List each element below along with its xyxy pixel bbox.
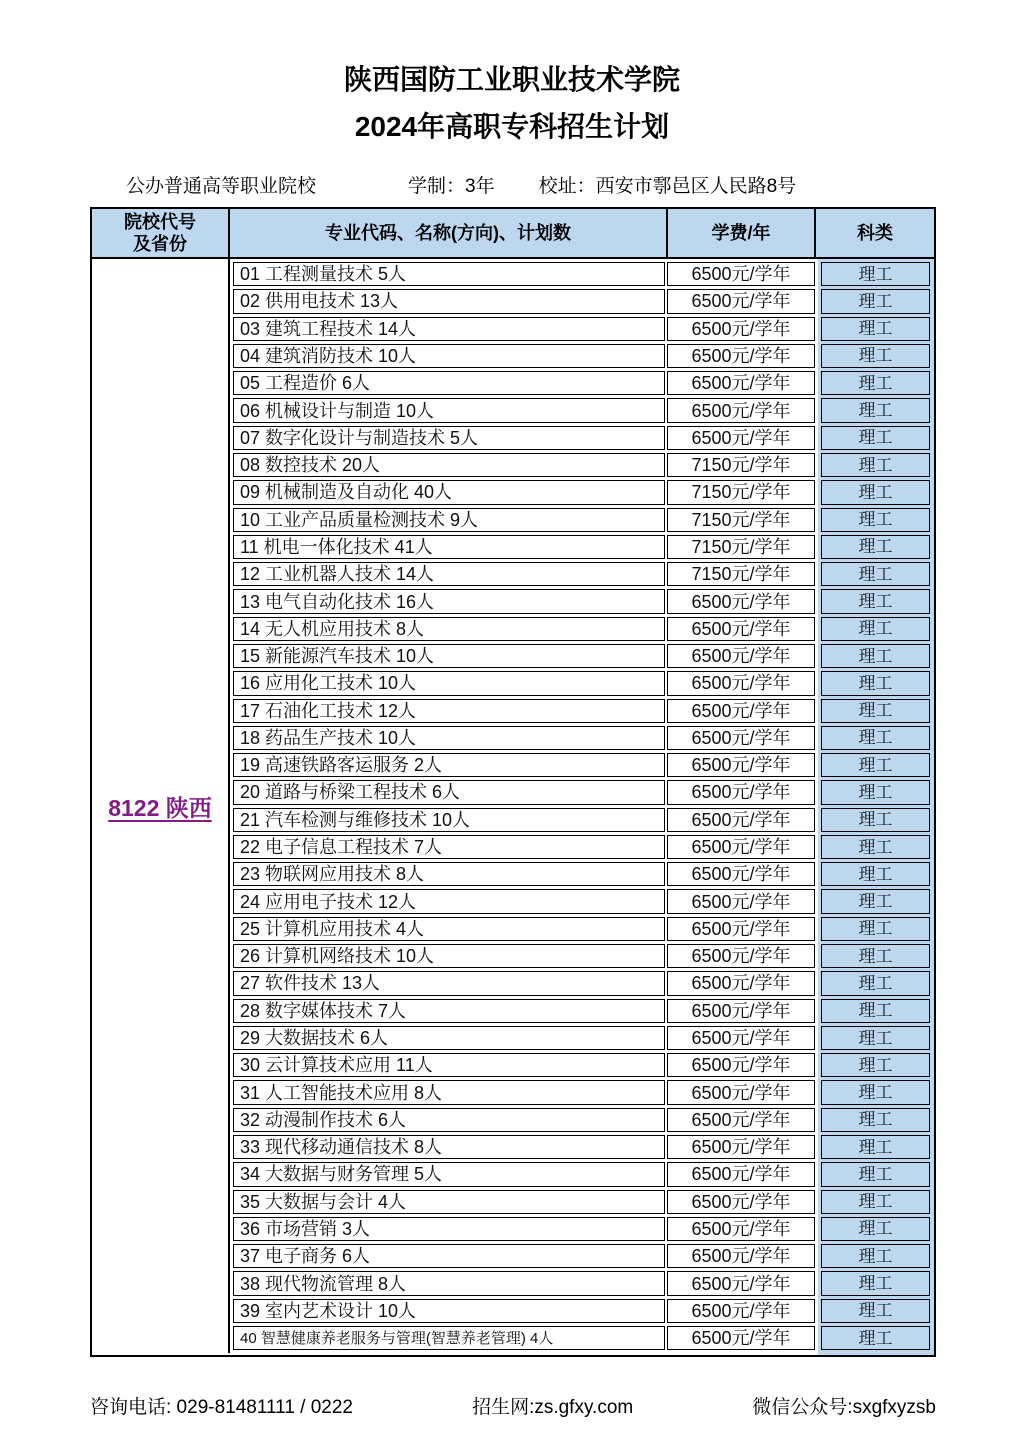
table-row [233, 317, 930, 341]
header-college-code-line1: 院校代号 [124, 211, 196, 232]
study-duration: 学制：3年 [408, 176, 495, 197]
major-cell: 15 新能源汽车技术 10人 [233, 644, 665, 668]
contact-phone: 咨询电话: 029-81481111 / 0222 [90, 1397, 353, 1418]
table-row [233, 1271, 930, 1295]
table-row [233, 398, 930, 422]
table-rows [230, 259, 934, 1353]
fee-cell: 6500元/学年 [667, 726, 815, 750]
school-type: 公办普通高等职业院校 [126, 176, 317, 197]
major-cell: 16 应用化工技术 10人 [233, 671, 665, 695]
fee-cell: 6500元/学年 [667, 1244, 815, 1268]
major-cell: 12 工业机器人技术 14人 [233, 562, 665, 586]
fee-cell: 6500元/学年 [667, 808, 815, 832]
category-cell: 理工 [821, 317, 930, 341]
category-cell: 理工 [821, 753, 930, 777]
table-row [233, 726, 930, 750]
fee-cell: 6500元/学年 [667, 971, 815, 995]
major-cell: 20 道路与桥梁工程技术 6人 [233, 780, 665, 804]
fee-cell: 6500元/学年 [667, 1053, 815, 1077]
category-cell: 理工 [821, 617, 930, 641]
fee-cell: 6500元/学年 [667, 1299, 815, 1323]
major-cell: 04 建筑消防技术 10人 [233, 344, 665, 368]
category-cell: 理工 [821, 971, 930, 995]
category-cell: 理工 [821, 780, 930, 804]
major-cell: 28 数字媒体技术 7人 [233, 999, 665, 1023]
header-fee-label: 学费/年 [711, 222, 771, 243]
category-cell: 理工 [821, 862, 930, 886]
fee-cell: 7150元/学年 [667, 508, 815, 532]
category-cell: 理工 [821, 917, 930, 941]
category-cell: 理工 [821, 371, 930, 395]
header-major [230, 209, 668, 257]
table-row [233, 1299, 930, 1323]
category-cell: 理工 [821, 1053, 930, 1077]
table-row [233, 917, 930, 941]
table-row [233, 753, 930, 777]
major-cell: 03 建筑工程技术 14人 [233, 317, 665, 341]
category-cell: 理工 [821, 999, 930, 1023]
document-footer [90, 1392, 936, 1419]
major-cell: 31 人工智能技术应用 8人 [233, 1080, 665, 1104]
header-college-code-line2: 及省份 [133, 234, 187, 254]
major-cell: 27 软件技术 13人 [233, 971, 665, 995]
major-cell: 39 室内艺术设计 10人 [233, 1299, 665, 1323]
header-category-label: 科类 [857, 222, 893, 243]
category-cell: 理工 [821, 1026, 930, 1050]
college-code-value: 8122 陕西 [108, 794, 212, 821]
table-row [233, 999, 930, 1023]
fee-cell: 6500元/学年 [667, 753, 815, 777]
table-row [233, 1080, 930, 1104]
fee-cell: 6500元/学年 [667, 999, 815, 1023]
category-cell: 理工 [821, 262, 930, 286]
major-cell: 34 大数据与财务管理 5人 [233, 1162, 665, 1186]
table-header-row [92, 209, 934, 259]
table-row [233, 480, 930, 504]
table-row [233, 344, 930, 368]
major-cell: 07 数字化设计与制造技术 5人 [233, 426, 665, 450]
fee-cell: 6500元/学年 [667, 426, 815, 450]
category-cell: 理工 [821, 944, 930, 968]
table-row [233, 1135, 930, 1159]
table-row [233, 808, 930, 832]
table-row [233, 1108, 930, 1132]
category-cell: 理工 [821, 508, 930, 532]
table-row [233, 453, 930, 477]
category-cell: 理工 [821, 671, 930, 695]
category-cell: 理工 [821, 1271, 930, 1295]
fee-cell: 6500元/学年 [667, 944, 815, 968]
major-cell: 21 汽车检测与维修技术 10人 [233, 808, 665, 832]
major-cell: 10 工业产品质量检测技术 9人 [233, 508, 665, 532]
major-cell: 23 物联网应用技术 8人 [233, 862, 665, 886]
category-cell: 理工 [821, 1217, 930, 1241]
table-row [233, 562, 930, 586]
category-cell: 理工 [821, 1299, 930, 1323]
fee-cell: 6500元/学年 [667, 1271, 815, 1295]
fee-cell: 6500元/学年 [667, 617, 815, 641]
major-cell: 09 机械制造及自动化 40人 [233, 480, 665, 504]
table-row [233, 535, 930, 559]
category-cell: 理工 [821, 808, 930, 832]
header-college-code [92, 209, 230, 257]
major-cell: 13 电气自动化技术 16人 [233, 589, 665, 613]
header-fee [668, 209, 816, 257]
category-cell: 理工 [821, 726, 930, 750]
header-major-label: 专业代码、名称(方向)、计划数 [325, 222, 571, 243]
table-row [233, 644, 930, 668]
category-cell: 理工 [821, 1244, 930, 1268]
major-cell: 26 计算机网络技术 10人 [233, 944, 665, 968]
major-cell: 02 供用电技术 13人 [233, 289, 665, 313]
title-line-2: 2024年高职专科招生计划 [354, 111, 670, 143]
table-row [233, 971, 930, 995]
major-cell: 35 大数据与会计 4人 [233, 1190, 665, 1214]
fee-cell: 6500元/学年 [667, 1162, 815, 1186]
major-cell: 33 现代移动通信技术 8人 [233, 1135, 665, 1159]
table-row [233, 262, 930, 286]
fee-cell: 6500元/学年 [667, 317, 815, 341]
major-cell: 38 现代物流管理 8人 [233, 1271, 665, 1295]
header-category [816, 209, 934, 257]
table-row [233, 371, 930, 395]
fee-cell: 6500元/学年 [667, 1190, 815, 1214]
major-cell: 14 无人机应用技术 8人 [233, 617, 665, 641]
category-cell: 理工 [821, 1080, 930, 1104]
table-row [233, 1217, 930, 1241]
fee-cell: 6500元/学年 [667, 835, 815, 859]
major-cell: 01 工程测量技术 5人 [233, 262, 665, 286]
major-cell: 37 电子商务 6人 [233, 1244, 665, 1268]
major-cell: 08 数控技术 20人 [233, 453, 665, 477]
major-cell: 17 石油化工技术 12人 [233, 699, 665, 723]
major-cell: 36 市场营销 3人 [233, 1217, 665, 1241]
major-cell: 18 药品生产技术 10人 [233, 726, 665, 750]
fee-cell: 6500元/学年 [667, 699, 815, 723]
major-cell: 06 机械设计与制造 10人 [233, 398, 665, 422]
fee-cell: 6500元/学年 [667, 289, 815, 313]
table-row [233, 617, 930, 641]
table-row [233, 1053, 930, 1077]
category-cell: 理工 [821, 289, 930, 313]
table-row [233, 589, 930, 613]
fee-cell: 6500元/学年 [667, 344, 815, 368]
table-row [233, 1326, 930, 1350]
table-row [233, 671, 930, 695]
fee-cell: 6500元/学年 [667, 1135, 815, 1159]
major-cell: 05 工程造价 6人 [233, 371, 665, 395]
category-cell: 理工 [821, 1162, 930, 1186]
category-cell: 理工 [821, 1326, 930, 1350]
category-cell: 理工 [821, 1190, 930, 1214]
fee-cell: 6500元/学年 [667, 1326, 815, 1350]
category-cell: 理工 [821, 889, 930, 913]
fee-cell: 6500元/学年 [667, 644, 815, 668]
category-cell: 理工 [821, 426, 930, 450]
wechat-account: 微信公众号:sxgfxyzsb [752, 1397, 936, 1418]
table-row [233, 1190, 930, 1214]
category-cell: 理工 [821, 344, 930, 368]
fee-cell: 6500元/学年 [667, 589, 815, 613]
category-cell: 理工 [821, 1108, 930, 1132]
fee-cell: 6500元/学年 [667, 889, 815, 913]
document-title [0, 56, 1024, 150]
table-row [233, 889, 930, 913]
table-row [233, 1244, 930, 1268]
table-row [233, 1162, 930, 1186]
major-cell: 19 高速铁路客运服务 2人 [233, 753, 665, 777]
fee-cell: 6500元/学年 [667, 1026, 815, 1050]
fee-cell: 6500元/学年 [667, 917, 815, 941]
table-row [233, 508, 930, 532]
table-body [92, 259, 934, 1353]
table-row [233, 835, 930, 859]
category-cell: 理工 [821, 699, 930, 723]
category-cell: 理工 [821, 453, 930, 477]
fee-cell: 6500元/学年 [667, 1108, 815, 1132]
table-row [233, 426, 930, 450]
category-cell: 理工 [821, 535, 930, 559]
major-cell: 11 机电一体化技术 41人 [233, 535, 665, 559]
major-cell: 40 智慧健康养老服务与管理(智慧养老管理) 4人 [233, 1326, 665, 1350]
table-row [233, 289, 930, 313]
table-row [233, 1026, 930, 1050]
title-line-1: 陕西国防工业职业技术学院 [343, 64, 680, 95]
enrollment-table [90, 207, 936, 1357]
category-cell: 理工 [821, 480, 930, 504]
category-cell: 理工 [821, 1135, 930, 1159]
table-row [233, 862, 930, 886]
category-cell: 理工 [821, 589, 930, 613]
major-cell: 22 电子信息工程技术 7人 [233, 835, 665, 859]
school-info-line [126, 171, 796, 198]
major-cell: 24 应用电子技术 12人 [233, 889, 665, 913]
admissions-website: 招生网:zs.gfxy.com [472, 1397, 634, 1418]
fee-cell: 6500元/学年 [667, 780, 815, 804]
major-cell: 25 计算机应用技术 4人 [233, 917, 665, 941]
fee-cell: 6500元/学年 [667, 398, 815, 422]
fee-cell: 6500元/学年 [667, 371, 815, 395]
category-cell: 理工 [821, 644, 930, 668]
fee-cell: 7150元/学年 [667, 535, 815, 559]
table-row [233, 699, 930, 723]
major-cell: 32 动漫制作技术 6人 [233, 1108, 665, 1132]
fee-cell: 7150元/学年 [667, 453, 815, 477]
major-cell: 29 大数据技术 6人 [233, 1026, 665, 1050]
category-cell: 理工 [821, 398, 930, 422]
table-row [233, 944, 930, 968]
school-address: 校址：西安市鄠邑区人民路8号 [538, 176, 797, 197]
fee-cell: 6500元/学年 [667, 862, 815, 886]
fee-cell: 7150元/学年 [667, 562, 815, 586]
fee-cell: 6500元/学年 [667, 1217, 815, 1241]
fee-cell: 6500元/学年 [667, 1080, 815, 1104]
major-cell: 30 云计算技术应用 11人 [233, 1053, 665, 1077]
college-code-cell [92, 259, 230, 1353]
fee-cell: 6500元/学年 [667, 262, 815, 286]
table-row [233, 780, 930, 804]
category-cell: 理工 [821, 562, 930, 586]
category-cell: 理工 [821, 835, 930, 859]
fee-cell: 7150元/学年 [667, 480, 815, 504]
fee-cell: 6500元/学年 [667, 671, 815, 695]
